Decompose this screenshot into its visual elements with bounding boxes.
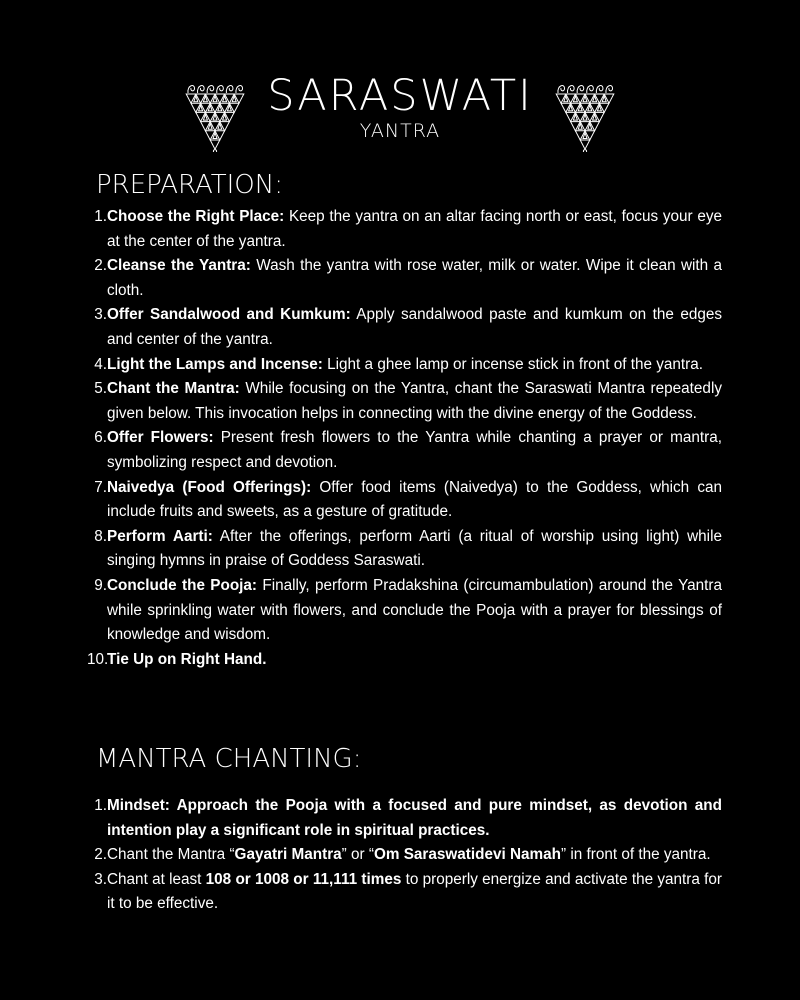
sri-yantra-triangle-icon <box>552 74 618 152</box>
list-item <box>90 868 722 917</box>
list-item <box>87 648 722 673</box>
list-item-number: 5. <box>94 380 107 398</box>
list-item-text: Offer food items (Naivedya) to the Goddess, which can include fruits and sweets, as a gesture of gratitude. <box>107 478 722 521</box>
list-item-number: 6. <box>94 429 107 447</box>
list-item-emphasis: Mindset: Approach the Pooja with a focused and pure mindset, as devotion and intention play a significant role in spiritual practices. <box>107 797 722 839</box>
list-item-text: Chant the Mantra “ <box>107 846 235 864</box>
preparation-heading: PREPARATION: <box>96 170 283 200</box>
list-item-text: Light a ghee lamp or incense stick in front of the yantra. <box>322 355 703 373</box>
list-item-title: Cleanse the Yantra: <box>107 257 251 275</box>
list-item-text: ” in front of the yantra. <box>561 846 711 864</box>
list-item-title: Offer Flowers: <box>107 429 214 447</box>
list-item <box>90 843 722 868</box>
list-item-text: Keep the yantra on an altar facing north or east, focus your eye at the center of the yantra. <box>107 208 722 250</box>
list-item-number: 1. <box>94 797 107 814</box>
list-item-title: Offer Sandalwood and Kumkum: <box>107 306 351 324</box>
list-item <box>90 525 722 574</box>
list-item-text: While focusing on the Yantra, chant the Saraswati Mantra repeatedly given below. This invocation helps in connecting with the divine energy of the Goddess. <box>107 380 722 422</box>
list-item-number: 3. <box>94 306 107 324</box>
list-item-emphasis: Om Saraswatidevi Namah <box>373 846 562 864</box>
list-item <box>90 377 722 426</box>
list-item-text: to properly energize and activate the yantra for it to be effective. <box>107 870 722 913</box>
list-item-number: 8. <box>94 527 107 545</box>
list-item-number: 1. <box>94 208 107 225</box>
list-item <box>90 353 722 378</box>
list-item-title: Light the Lamps and Incense: <box>107 355 323 373</box>
mantra-chanting-heading: MANTRA CHANTING: <box>96 744 362 774</box>
list-item <box>90 303 722 352</box>
list-item-title: Tie Up on Right Hand. <box>107 650 267 668</box>
list-item-text: Apply sandalwood paste and kumkum on the edges and center of the yantra. <box>107 306 722 348</box>
list-item-text: Wash the yantra with rose water, milk or water. Wipe it clean with a cloth. <box>107 257 723 299</box>
list-item-emphasis: Gayatri Mantra <box>234 846 342 864</box>
list-item <box>90 254 722 303</box>
mantra-chanting-list <box>90 794 722 917</box>
page-subtitle: YANTRA <box>359 120 441 142</box>
list-item-title: Naivedya (Food Offerings): <box>107 478 312 496</box>
page-title: SARASWATI <box>267 71 533 121</box>
list-item-title: Conclude the Pooja: <box>107 576 258 594</box>
list-item <box>90 205 722 254</box>
list-item-number: 2. <box>94 257 107 275</box>
header <box>0 62 800 152</box>
list-item <box>90 426 722 475</box>
list-item-number: 7. <box>94 478 107 496</box>
list-item-title: Chant the Mantra: <box>107 380 240 398</box>
list-item-number: 4. <box>94 355 107 373</box>
list-item-text: Present fresh flowers to the Yantra while chanting a prayer or mantra, symbolizing respect and devotion. <box>107 429 722 471</box>
list-item-number: 3. <box>94 870 107 888</box>
list-item-title: Perform Aarti: <box>107 527 213 545</box>
list-item-number: 10. <box>87 650 109 668</box>
list-item <box>90 794 722 843</box>
list-item-emphasis: 108 or 1008 or 11,111 times <box>205 870 402 888</box>
list-item <box>90 476 722 525</box>
list-item <box>90 574 722 648</box>
list-item-text: Finally, perform Pradakshina (circumambulation) around the Yantra while sprinkling water with flowers, and conclude the Pooja with a prayer for blessings of knowledge and wisdom. <box>107 576 722 644</box>
list-item-text: After the offerings, perform Aarti (a ritual of worship using light) while singing hymns in praise of Goddess Saraswati. <box>107 527 722 570</box>
list-item-number: 2. <box>94 846 107 864</box>
preparation-list <box>87 205 723 672</box>
list-item-text: Chant at least <box>107 870 206 888</box>
list-item-number: 9. <box>94 576 107 594</box>
list-item-title: Choose the Right Place: <box>107 208 285 225</box>
list-item-text: ” or “ <box>341 846 374 864</box>
